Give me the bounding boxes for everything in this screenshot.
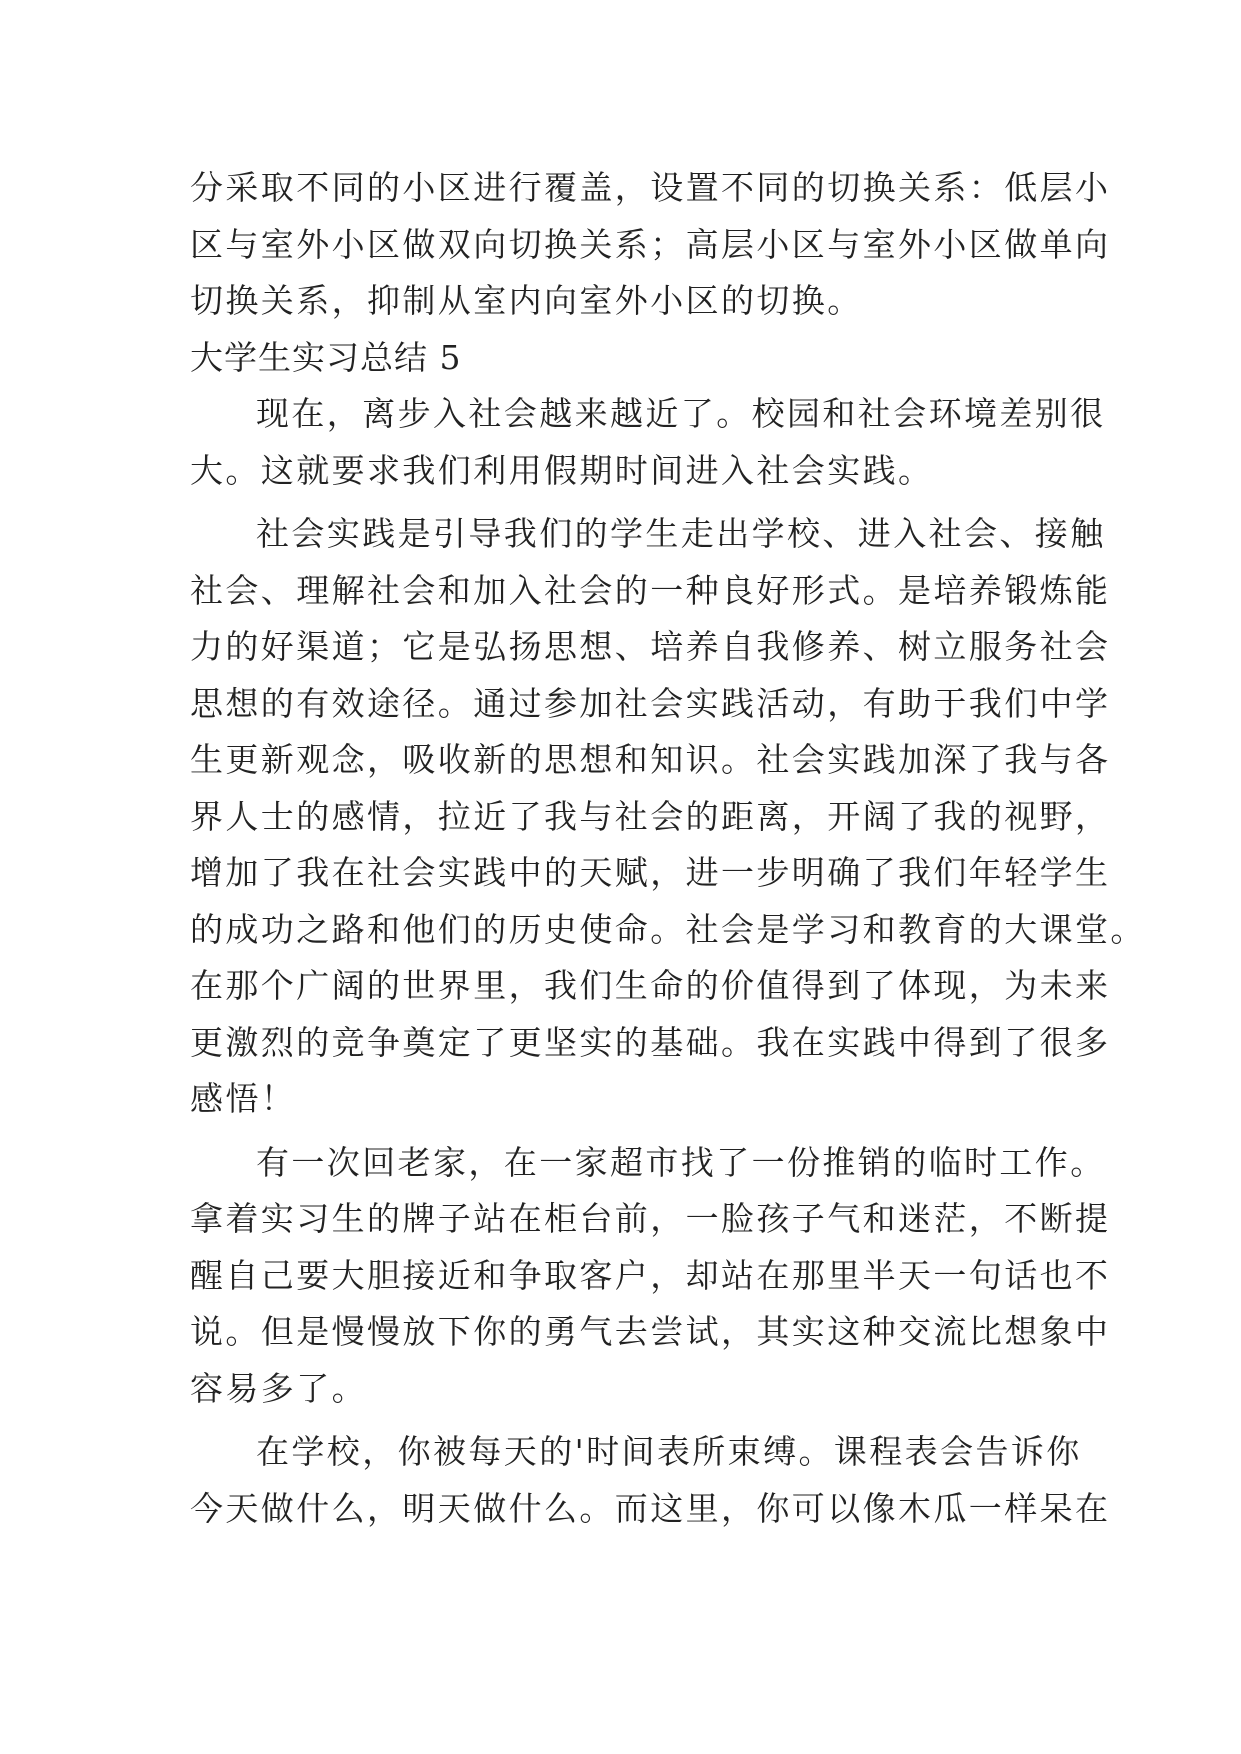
paragraph	[190, 1135, 1111, 1418]
text-line: 拿着实习生的牌子站在柜台前，一脸孩子气和迷茫，不断提	[190, 1199, 1111, 1238]
text-line: 大。这就要求我们利用假期时间进入社会实践。	[190, 450, 934, 490]
text-line: 区与室外小区做双向切换关系；高层小区与室外小区做单向	[190, 224, 1111, 264]
text-line: 更激烈的竞争奠定了更坚实的基础。我在实践中得到了很多	[190, 1022, 1111, 1062]
text-line: 界人士的感情，拉近了我与社会的距离，开阔了我的视野，	[190, 796, 1111, 836]
text-line: 在那个广阔的世界里，我们生命的价值得到了体现，为未来	[190, 966, 1111, 1005]
text-line: 醒自己要大胆接近和争取客户，却站在那里半天一句话也不	[190, 1255, 1111, 1295]
text-line: 生更新观念，吸收新的思想和知识。社会实践加深了我与各	[190, 740, 1111, 779]
text-line: 思想的有效途径。通过参加社会实践活动，有助于我们中学	[190, 683, 1111, 723]
text-line: 在学校，你被每天的'时间表所束缚。课程表会告诉你	[256, 1432, 1082, 1471]
text-line: 有一次回老家，在一家超市找了一份推销的临时工作。	[256, 1142, 1106, 1182]
text-line: 今天做什么，明天做什么。而这里，你可以像木瓜一样呆在	[190, 1488, 1111, 1528]
text-line: 增加了我在社会实践中的天赋，进一步明确了我们年轻学生	[190, 853, 1111, 892]
paragraph	[190, 386, 1106, 499]
text-line: 力的好渠道；它是弘扬思想、培养自我修养、树立服务社会	[190, 627, 1111, 666]
paragraph	[190, 1424, 1111, 1537]
text-line: 说。但是慢慢放下你的勇气去尝试，其实这种交流比想象中	[190, 1312, 1111, 1351]
continuation-paragraph	[190, 160, 1111, 330]
text-line: 的成功之路和他们的历史使命。社会是学习和教育的大课堂。	[190, 909, 1146, 949]
text-line: 现在，离步入社会越来越近了。校园和社会环境差别很	[256, 394, 1106, 433]
section-title: 大学生实习总结 5	[190, 337, 462, 377]
text-line: 感悟！	[190, 1079, 297, 1118]
paragraph	[190, 506, 1146, 1128]
text-line: 切换关系，抑制从室内向室外小区的切换。	[190, 281, 863, 320]
text-line: 分采取不同的小区进行覆盖，设置不同的切换关系：低层小	[190, 168, 1111, 207]
text-line: 容易多了。	[190, 1368, 367, 1408]
text-line: 社会实践是引导我们的学生走出学校、进入社会、接触	[256, 514, 1106, 553]
text-line: 社会、理解社会和加入社会的一种良好形式。是培养锻炼能	[190, 570, 1111, 610]
document-body	[190, 160, 1146, 1537]
